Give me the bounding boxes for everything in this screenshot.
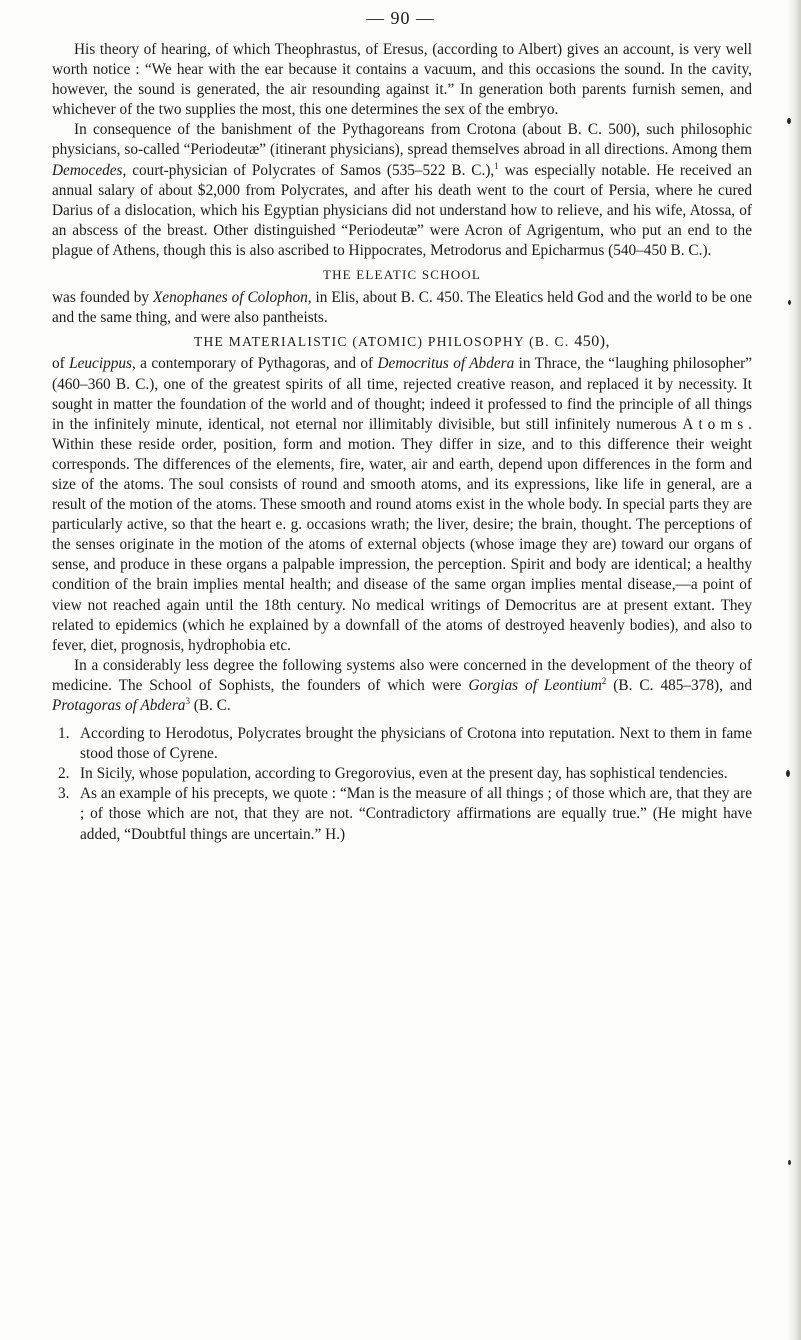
footnote-ref-1: 1 [494, 160, 499, 171]
page-edge-shadow [787, 0, 801, 1340]
paragraph-sophists: In a considerably less degree the following systems also were concerned in the development of the theory of medicine. The School of Sophists, the founders of which were Gorgias of Leontium$^2$ (B. C. 485–378), and Protagoras of Abdera$^3$ (B. C. [52, 656, 752, 714]
footnote-1: 1. According to Herodotus, Polycrates brought the physicians of Crotona into reputation. Next to them in fame stood those of Cyrene. [58, 725, 752, 763]
heading-eleatic-school: THE ELEATIC SCHOOL [322, 267, 482, 283]
heading-materialistic-philosophy: THE MATERIALISTIC (ATOMIC) PHILOSOPHY (B. C. 450), [193, 333, 611, 351]
footnotes [52, 724, 752, 845]
paragraph-periodeutae: In consequence of the banishment of the Pythagoreans from Crotona (about B. C. 500), such philosophic physicians, so-called “Periodeutæ” (itinerant physicians), spread themselves abroad in all directions. Among them Democedes, court-physician of Polycrates of Samos (535–522 B. C.),$^1$ was especially notable. He received an annual salary of about $2,000 from Polycrates, and after his death went to the court of Persia, where he cured Darius of a dislocation, which his Egyptian physicians did not understand how to relieve, and his wife, Atossa, of an abscess of the breast. Other distinguished “Periodeutæ” were Acron of Agrigentum, who put an end to the plague of Athens, though this is also ascribed to Hippocrates, Metrodorus and Epicharmus (540–450 B. C.). [52, 121, 752, 259]
footnote-3: 3. As an example of his precepts, we quote : “Man is the measure of all things ; of those which are, that they are ; of those which are not, that they are not. “Contradictory affirmations are equally true.” (He might have added, “Doubtful things are uncertain.” H.) [58, 785, 752, 843]
footnote-2: 2. In Sicily, whose population, according to Gregorovius, even at the present day, has sophistical tendencies. [58, 765, 728, 783]
paragraph-eleatic: was founded by Xenophanes of Colophon, in Elis, about B. C. 450. The Eleatics held God and the world to be one and the same thing, and were also pantheists. [52, 289, 753, 327]
name-democritus: Democritus of Abdera [377, 355, 515, 373]
name-xenophanes: Xenophanes of Colophon [152, 289, 308, 307]
page-number: — 90 — [366, 8, 435, 28]
ink-speck [786, 770, 790, 777]
ink-speck [788, 1160, 791, 1165]
name-democedes: Democedes [52, 161, 123, 179]
main-text [52, 40, 752, 845]
ink-speck [787, 118, 791, 124]
name-leucippus: Leucippus [69, 355, 132, 373]
ink-speck [788, 300, 791, 305]
paragraph-hearing: His theory of hearing, of which Theophrastus, of Eresus, (according to Albert) gives an account, is very well worth notice : “We hear with the ear because it contains a vacuum, and this occasions the sound. In the cavity, however, the sound is generated, the air resounding against it.” In generation both parents furnish semen, and whichever of the two supplies the most, this one determines the sex of the embryo. [52, 41, 752, 119]
name-gorgias: Gorgias of Leontium [468, 676, 602, 694]
spaced-atoms: Atoms [682, 415, 749, 433]
paragraph-atomic: of Leucippus, a contemporary of Pythagoras, and of Democritus of Abdera in Thrace, the “laughing philosopher” (460–360 B. C.), one of the greatest spirits of all time, rejected creative reason, and replaced it by necessity. It sought in matter the foundation of the world and of thought; indeed it professed to find the principle of all things in the infinitely minute, identical, not eternal nor illimitably divisible, but still infinitely numerous Atoms. Within these reside order, position, form and motion. They differ in size, and to this difference their weight corresponds. The differences of the elements, fire, water, air and earth, depend upon differences in the form and size of the atoms. The soul consists of round and smooth atoms, and its expressions, like life in general, are a result of the motion of the atoms. These smooth and round atoms exist in the whole body. In special parts they are particularly active, so that the heart e. g. occasions wrath; the liver, desire; the brain, thought. The perceptions of the senses originate in the motion of the atoms of external objects (whose image they are) toward our organs of sense, and produce in these organs a palpable impression, the perception. Spirit and body are identical; a healthy condition of the brain implies mental health; and disease of the same organ implies mental disease,—a point of view not reached again until the 18th century. No medical writings of Democritus are at present extant. They related to epidemics (which he explained by a downfall of the atoms of destroyed heavenly bodies), and also to fever, diet, prognosis, hydrophobia etc. [52, 355, 752, 654]
footnote-ref-3: 3 [185, 696, 190, 706]
footnote-ref-2: 2 [601, 675, 607, 686]
name-protagoras: Protagoras of Abdera [52, 697, 186, 714]
